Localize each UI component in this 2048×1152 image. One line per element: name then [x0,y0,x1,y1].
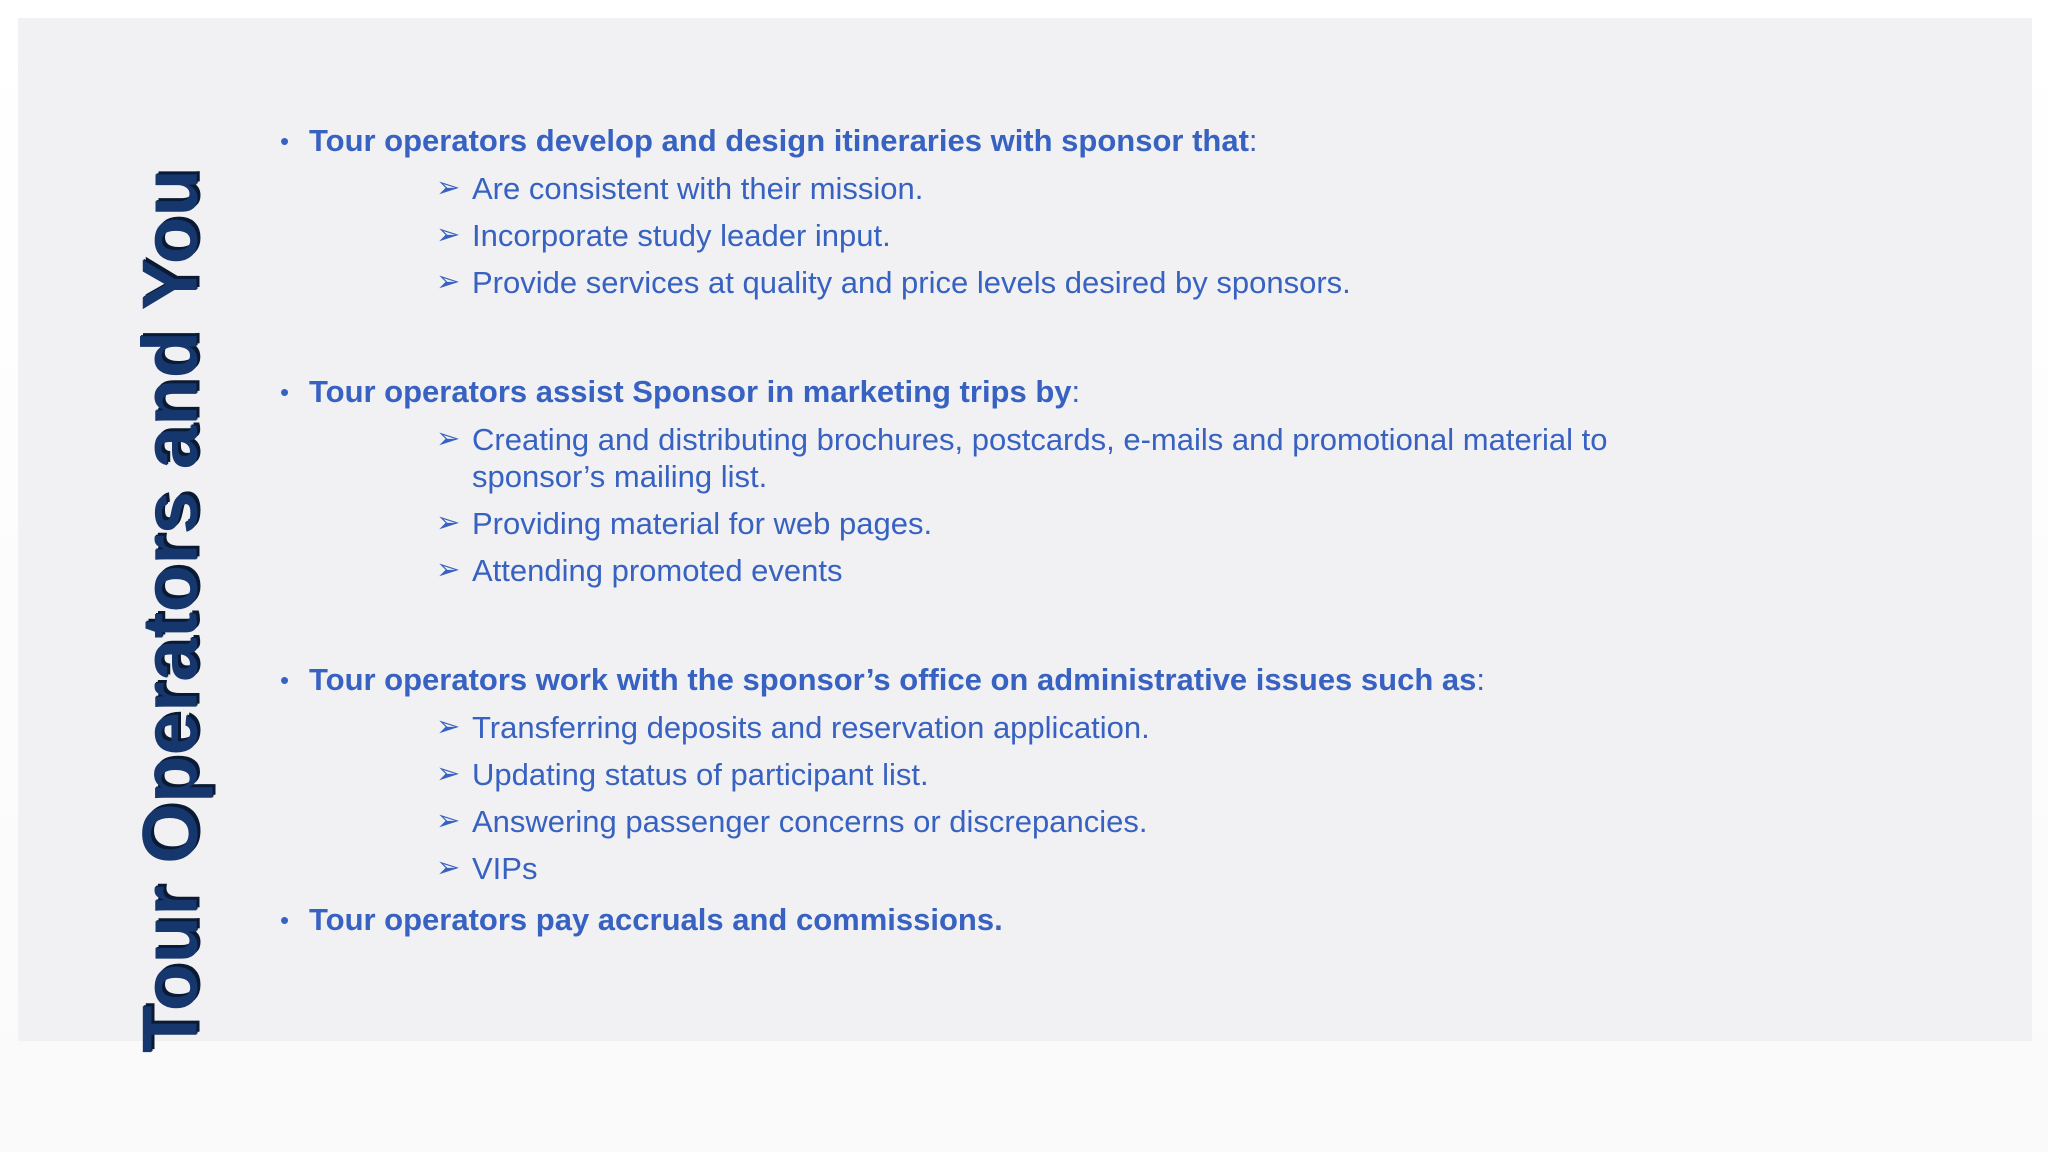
list-item [280,552,1930,589]
list-item [280,756,1930,793]
list-item-text: Answering passenger concerns or discrepancies. [472,804,1148,839]
arrow-bullet-icon: ➢ [436,219,461,251]
sub-list-section-3 [280,709,1930,887]
bullet-section-4 [280,897,1930,943]
list-item [280,803,1930,840]
slide-content [280,118,1930,943]
list-item-text: VIPs [472,851,538,886]
arrow-bullet-icon: ➢ [436,423,461,455]
arrow-bullet-icon: ➢ [436,172,461,204]
sub-list-section-2 [280,421,1930,589]
list-item [280,170,1930,207]
bullet-section-3 [280,657,1930,703]
arrow-bullet-icon: ➢ [436,266,461,298]
arrow-bullet-icon: ➢ [436,852,461,884]
arrow-bullet-icon: ➢ [436,805,461,837]
list-item-text: Updating status of participant list. [472,757,929,792]
bullet-heading: Tour operators pay accruals and commissions. [309,902,1003,937]
bullet-heading: Tour operators assist Sponsor in marketing trips by: [309,374,1081,409]
list-item-text: Attending promoted events [472,553,843,588]
bullet-dot-icon: • [280,377,290,407]
bullet-dot-icon: • [280,665,290,695]
list-item [280,709,1930,746]
arrow-bullet-icon: ➢ [436,507,461,539]
bullet-heading: Tour operators develop and design itineraries with sponsor that: [309,123,1258,158]
list-item-text: Creating and distributing brochures, postcards, e-mails and promotional material to sponsor’s mailing list. [472,422,1608,494]
list-item [280,421,1930,495]
list-item [280,505,1930,542]
bullet-section-1 [280,118,1930,164]
bullet-dot-icon: • [280,905,290,935]
arrow-bullet-icon: ➢ [436,554,461,586]
slide-title: Tour Operators and You [125,168,214,1054]
list-item [280,217,1930,254]
bullet-dot-icon: • [280,126,290,156]
bullet-heading: Tour operators work with the sponsor’s office on administrative issues such as: [309,662,1485,697]
list-item-text: Incorporate study leader input. [472,218,891,253]
sub-list-section-1 [280,170,1930,301]
list-item-text: Providing material for web pages. [472,506,933,541]
bullet-section-2 [280,369,1930,415]
list-item [280,850,1930,887]
arrow-bullet-icon: ➢ [436,758,461,790]
list-item [280,264,1930,301]
list-item-text: Transferring deposits and reservation application. [472,710,1150,745]
list-item-text: Are consistent with their mission. [472,171,924,206]
arrow-bullet-icon: ➢ [436,711,461,743]
list-item-text: Provide services at quality and price levels desired by sponsors. [472,265,1351,300]
